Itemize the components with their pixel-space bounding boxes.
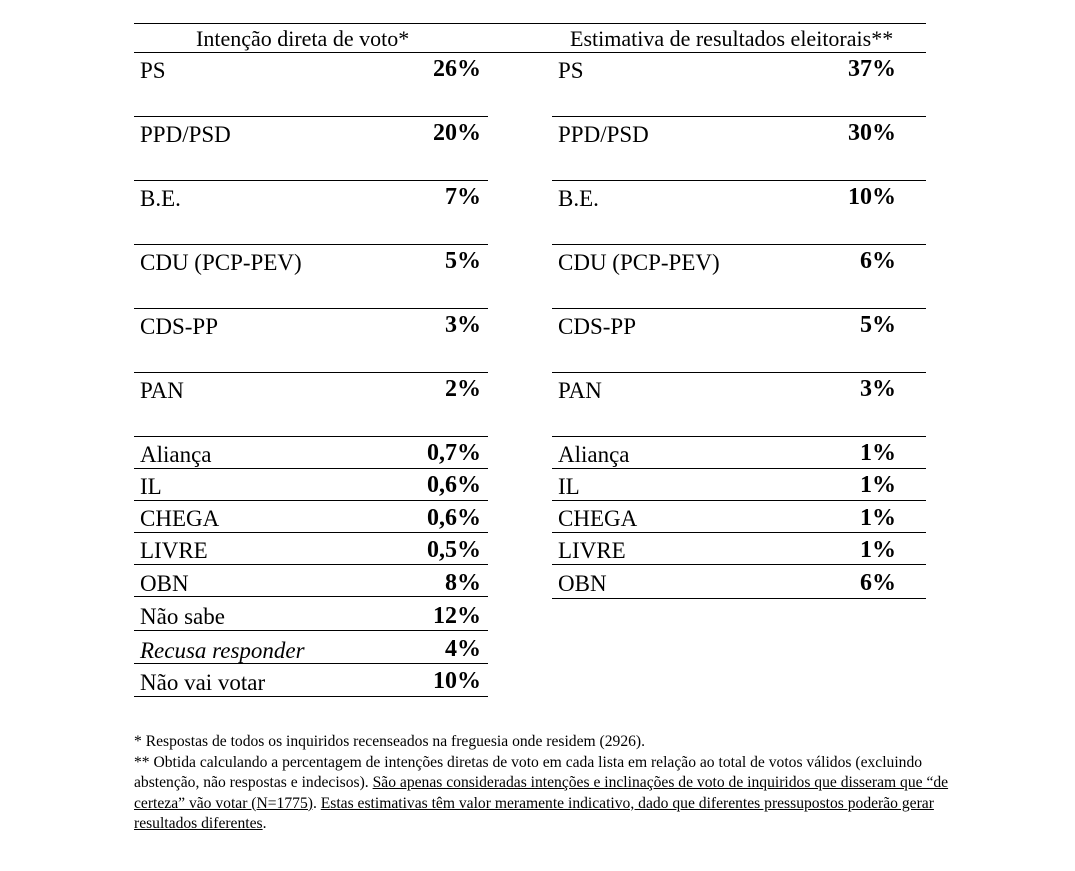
left-row-value: 8%	[445, 570, 481, 596]
right-row-rule	[552, 468, 926, 469]
header-rule-right	[552, 52, 926, 53]
right-row-label: OBN	[558, 571, 607, 596]
left-row-rule	[134, 180, 488, 181]
left-row-value: 26%	[433, 56, 481, 82]
header-rule-left	[134, 52, 552, 53]
right-row-rule	[552, 436, 926, 437]
right-row-rule	[552, 308, 926, 309]
footnote-2-text: ** Obtida calculando a percentagem de intenções diretas de voto em cada lista em relação ao total de votos válidos (excluindo abstenção, não respostas e indecisos).	[134, 753, 923, 791]
left-row-value: 7%	[445, 184, 481, 210]
left-row-value: 0,5%	[427, 537, 481, 563]
right-row-label: CDS-PP	[558, 314, 636, 339]
left-row-label: PPD/PSD	[140, 122, 231, 147]
left-row-rule	[134, 663, 488, 664]
right-row-rule	[552, 244, 926, 245]
left-row-label: CHEGA	[140, 506, 220, 531]
left-row-rule	[134, 372, 488, 373]
footnotes	[134, 732, 974, 835]
right-row-value: 1%	[860, 472, 896, 498]
right-row-rule	[552, 532, 926, 533]
right-row-label: Aliança	[558, 442, 630, 467]
left-row-value: 12%	[433, 603, 481, 629]
left-row-value: 4%	[445, 636, 481, 662]
right-row-label: LIVRE	[558, 538, 626, 563]
left-row-label: LIVRE	[140, 538, 208, 563]
left-row-rule	[134, 436, 488, 437]
left-row-label: Não vai votar	[140, 670, 266, 695]
right-row-label: PS	[558, 58, 584, 83]
left-row-label: IL	[140, 474, 162, 499]
right-row-rule	[552, 116, 926, 117]
left-row-value: 5%	[445, 248, 481, 274]
left-row-label: PS	[140, 58, 166, 83]
header-direct-vote: Intenção direta de voto*	[196, 26, 410, 51]
footnote-2	[134, 753, 974, 835]
left-row-rule	[134, 308, 488, 309]
footnote-2-underlined-b: Estas estimativas têm valor meramente indicativo, dado que diferentes pressupostos poderão gerar resultados diferentes	[134, 794, 934, 832]
left-row-rule	[134, 116, 488, 117]
left-row-rule	[134, 564, 488, 565]
left-row-label: Não sabe	[140, 604, 225, 629]
footnote-2-underlined-a: São apenas consideradas intenções e inclinações de voto de inquiridos que disseram que “de certeza” vão votar (N=1775)	[134, 774, 949, 812]
right-row-value: 6%	[860, 248, 896, 274]
right-row-value: 1%	[860, 440, 896, 466]
header-electoral-estimate: Estimativa de resultados eleitorais**	[570, 26, 894, 51]
right-row-rule	[552, 372, 926, 373]
left-row-value: 20%	[433, 120, 481, 146]
left-row-label: CDU (PCP-PEV)	[140, 250, 302, 275]
left-row-value: 2%	[445, 376, 481, 402]
right-row-label: PPD/PSD	[558, 122, 649, 147]
right-row-label: CDU (PCP-PEV)	[558, 250, 720, 275]
left-row-label: Recusa responder	[140, 638, 305, 663]
left-row-rule	[134, 468, 488, 469]
right-row-value: 6%	[860, 570, 896, 596]
left-row-label: OBN	[140, 571, 189, 596]
left-row-label: B.E.	[140, 186, 181, 211]
right-row-value: 37%	[848, 56, 896, 82]
right-row-rule	[552, 564, 926, 565]
right-row-rule	[552, 598, 926, 599]
right-row-rule	[552, 180, 926, 181]
right-row-label: IL	[558, 474, 580, 499]
table-top-rule-right	[552, 23, 926, 24]
right-row-value: 30%	[848, 120, 896, 146]
footnote-2-end: .	[262, 815, 267, 832]
left-row-label: PAN	[140, 378, 184, 403]
left-row-rule	[134, 696, 488, 697]
left-row-rule	[134, 532, 488, 533]
right-row-value: 5%	[860, 312, 896, 338]
table-top-rule-left	[134, 23, 552, 24]
left-row-rule	[134, 630, 488, 631]
footnote-1: * Respostas de todos os inquiridos recenseados na freguesia onde residem (2926).	[134, 733, 646, 750]
left-row-value: 0,6%	[427, 472, 481, 498]
left-row-value: 10%	[433, 668, 481, 694]
left-row-rule	[134, 244, 488, 245]
left-row-value: 0,7%	[427, 440, 481, 466]
right-row-value: 10%	[848, 184, 896, 210]
left-row-rule	[134, 596, 488, 597]
right-row-label: PAN	[558, 378, 602, 403]
left-row-label: CDS-PP	[140, 314, 218, 339]
right-row-value: 3%	[860, 376, 896, 402]
left-row-value: 3%	[445, 312, 481, 338]
left-row-value: 0,6%	[427, 505, 481, 531]
left-row-rule	[134, 500, 488, 501]
right-row-value: 1%	[860, 505, 896, 531]
footnote-2-separator: .	[312, 794, 321, 812]
right-row-label: B.E.	[558, 186, 599, 211]
right-row-rule	[552, 500, 926, 501]
left-row-label: Aliança	[140, 442, 212, 467]
right-row-value: 1%	[860, 537, 896, 563]
right-row-label: CHEGA	[558, 506, 638, 531]
